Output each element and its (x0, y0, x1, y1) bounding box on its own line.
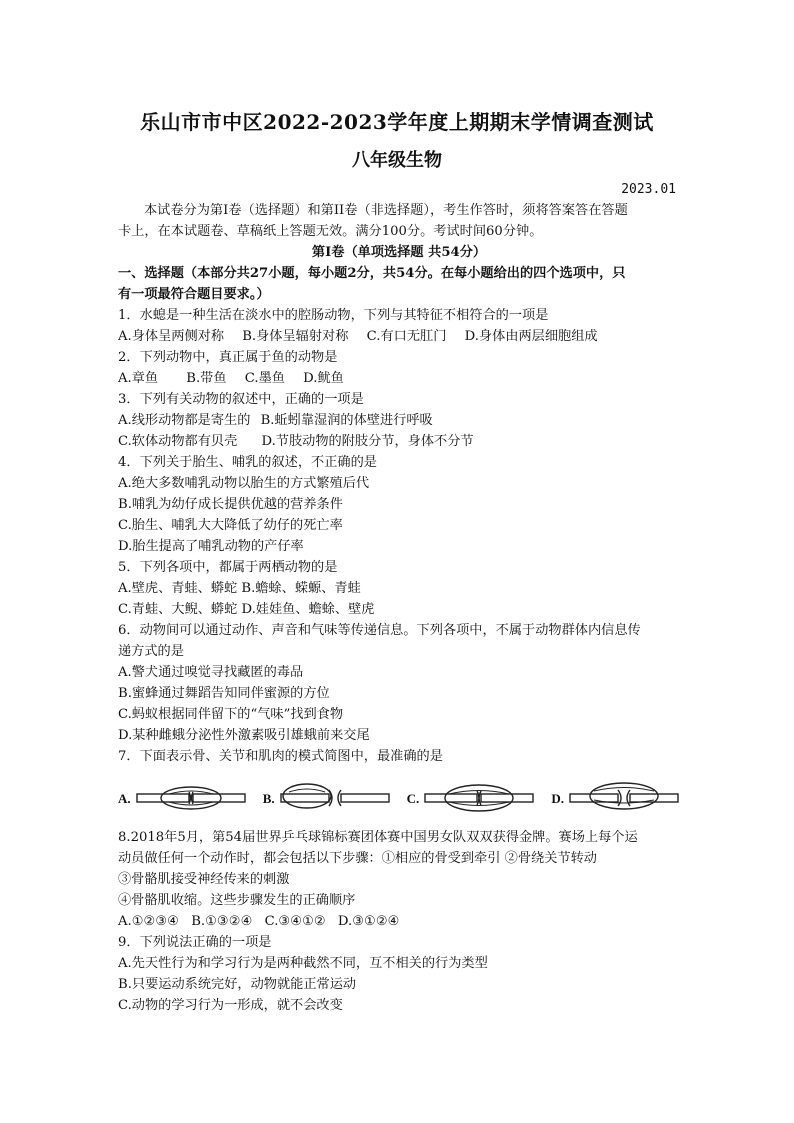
q7-figure-b (263, 778, 391, 818)
bone-muscle-diagram-d (568, 778, 680, 818)
q2-option-a: A.章鱼 (118, 371, 159, 386)
question-3-options-ab (118, 410, 680, 431)
q3-option-b: B.蚯蚓靠湿润的体壁进行呼吸 (260, 413, 433, 428)
q7-figure-row (118, 773, 680, 823)
exam-title: 乐山市市中区2022-2023学年度上期期末学情调查测试 (140, 110, 654, 134)
q4-option-a: A.绝大多数哺乳动物以胎生的方式繁殖后代 (118, 476, 370, 491)
intro-line-2: 卡上，在本试题卷、草稿纸上答题无效。满分100分。考试时间60分钟。 (118, 224, 543, 239)
question-8-options (118, 911, 680, 932)
section-title: 第I卷（单项选择题 共54分） (311, 245, 487, 260)
exam-subtitle: 八年级生物 (352, 150, 442, 171)
q6-option-d: D.某种雌蛾分泌性外激素吸引雄蛾前来交尾 (118, 728, 370, 743)
q7-figure-c (407, 778, 536, 818)
question-8-stem-line-4: ④骨骼肌收缩。这些步骤发生的正确顺序 (118, 893, 356, 908)
q6-option-a: A.警犬通过嗅觉寻找藏匿的毒品 (118, 665, 304, 680)
bone-muscle-diagram-a (135, 778, 247, 818)
q6-option-c: C.蚂蚁根据同伴留下的“气味”找到食物 (118, 707, 344, 722)
q8-option-a: A.①②③④ (118, 914, 180, 929)
q1-option-d: D.身体由两层细胞组成 (464, 329, 598, 344)
q7-figure-d-label: D. (551, 790, 564, 806)
q4-option-b: B.哺乳为幼仔成长提供优越的营养条件 (118, 497, 343, 512)
q8-option-d: D.③①②④ (337, 914, 400, 929)
q7-figure-a (118, 778, 247, 818)
q9-option-c: C.动物的学习行为一形成，就不会改变 (118, 998, 343, 1013)
q7-figure-c-label: C. (406, 790, 420, 806)
q8-option-b: B.①③②④ (191, 914, 253, 929)
question-2-options (118, 368, 680, 389)
q2-option-d: D.鱿鱼 (303, 371, 344, 386)
q9-option-a: A.先天性行为和学习行为是两种截然不同，互不相关的行为类型 (118, 956, 488, 971)
q7-figure-a-label: A. (118, 790, 131, 806)
exam-date: 2023.01 (621, 182, 676, 197)
q9-option-b: B.只要运动系统完好，动物就能正常运动 (118, 977, 357, 992)
q3-option-d: D.节肢动物的附肢分节，身体不分节 (261, 434, 474, 449)
question-8-stem-line-2: 动员做任何一个动作时，都会包括以下步骤：①相应的骨受到牵引 ②骨绕关节转动 (118, 851, 597, 866)
part-heading-line-1: 一、选择题（本部分共27小题，每小题2分，共54分。在每小题给出的四个选项中，只 (118, 266, 626, 281)
q5-options-ab: A.壁虎、青蛙、蟒蛇 B.蟾蜍、蝾螈、青蛙 (118, 581, 361, 596)
q1-option-b: B.身体呈辐射对称 (242, 329, 349, 344)
question-6-stem-line-2: 递方式的是 (118, 644, 184, 659)
q2-option-b: B.带鱼 (186, 371, 227, 386)
question-3-options-cd (118, 431, 680, 452)
question-7-stem: 7．下面表示骨、关节和肌肉的模式简图中，最准确的是 (118, 749, 443, 764)
q4-option-d: D.胎生提高了哺乳动物的产仔率 (118, 539, 304, 554)
q6-option-b: B.蜜蜂通过舞蹈告知同伴蜜源的方位 (118, 686, 330, 701)
q2-option-c: C.墨鱼 (244, 371, 285, 386)
q1-option-c: C.有口无肛门 (366, 329, 447, 344)
question-1-stem: 1．水螅是一种生活在淡水中的腔肠动物，下列与其特征不相符合的一项是 (118, 308, 549, 323)
question-8-stem-line-1: 8.2018年5月，第54届世界乒乓球锦标赛团体赛中国男女队双双获得金牌。赛场上每个运 (118, 830, 638, 845)
question-2-stem: 2．下列动物中，真正属于鱼的动物是 (118, 350, 338, 365)
question-9-stem: 9．下列说法正确的一项是 (118, 935, 272, 950)
question-5-stem: 5．下列各项中，都属于两栖动物的是 (118, 560, 338, 575)
q4-option-c: C.胎生、哺乳大大降低了幼仔的死亡率 (118, 518, 343, 533)
q8-option-c: C.③④①② (264, 914, 326, 929)
bone-muscle-diagram-c (423, 778, 535, 818)
question-8-stem-line-3: ③骨骼肌接受神经传来的刺激 (118, 872, 290, 887)
q5-options-cd: C.青蛙、大鲵、蟒蛇 D.娃娃鱼、蟾蜍、壁虎 (118, 602, 375, 617)
question-3-stem: 3．下列有关动物的叙述中，正确的一项是 (118, 392, 364, 407)
intro-line-1: 本试卷分为第I卷（选择题）和第II卷（非选择题），考生作答时，须将答案答在答题 (144, 203, 628, 218)
q7-figure-b-label: B. (262, 790, 275, 806)
question-6-stem-line-1: 6．动物间可以通过动作、声音和气味等传递信息。下列各项中，不属于动物群体内信息传 (118, 623, 641, 638)
bone-muscle-diagram-b (279, 778, 391, 818)
part-heading-line-2: 有一项最符合题目要求。） (118, 287, 270, 302)
exam-content (118, 200, 680, 1016)
q3-option-a: A.线形动物都是寄生的 (118, 413, 251, 428)
q7-figure-d (551, 778, 680, 818)
q1-option-a: A.身体呈两侧对称 (118, 329, 225, 344)
q3-option-c: C.软体动物都有贝壳 (118, 434, 238, 449)
question-4-stem: 4．下列关于胎生、哺乳的叙述，不正确的是 (118, 455, 377, 470)
question-1-options (118, 326, 680, 347)
